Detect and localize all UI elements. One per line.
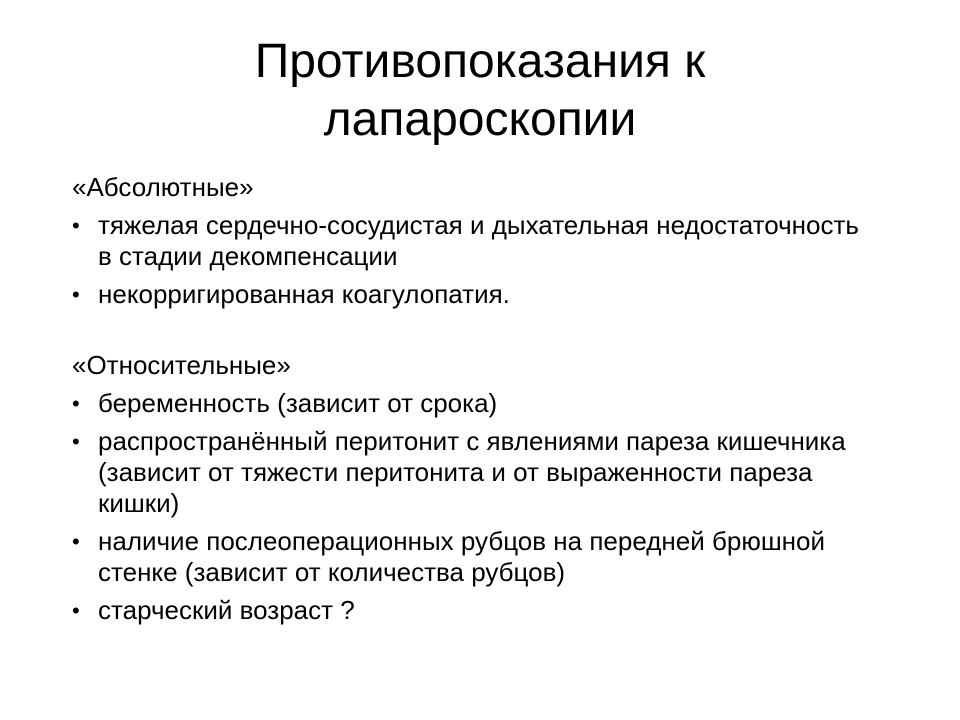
section-heading-relative: «Относительные» xyxy=(72,350,291,380)
bullet-icon: • xyxy=(72,391,80,416)
list-item xyxy=(72,595,872,626)
bullet-icon: • xyxy=(72,529,80,554)
bullet-icon: • xyxy=(72,429,80,454)
slide-title-line-1: Противопоказания к xyxy=(254,35,706,88)
slide-title-line-2: лапароскопии xyxy=(323,93,637,146)
bullet-icon: • xyxy=(72,282,80,307)
bullet-icon: • xyxy=(72,213,80,238)
list-item xyxy=(72,279,872,310)
list-item-text: наличие послеоперационных рубцов на передней брюшной стенке (зависит от количества рубцов) xyxy=(98,526,826,587)
list-item-text: старческий возраст ? xyxy=(98,595,355,625)
section-divider xyxy=(72,310,872,350)
list-item-text: распространённый перитонит с явлениями пареза кишечника (зависит от тяжести перитонита и от выраженности пареза кишки) xyxy=(98,426,846,518)
slide-content xyxy=(72,172,872,626)
list-item-text: беременность (зависит от срока) xyxy=(98,388,498,418)
list-item xyxy=(72,426,872,519)
list-item xyxy=(72,526,872,588)
absolute-list xyxy=(72,210,872,310)
relative-list xyxy=(72,388,872,626)
section-heading-absolute: «Абсолютные» xyxy=(72,172,254,202)
slide-title xyxy=(0,33,960,149)
list-item xyxy=(72,388,872,419)
list-item-text: тяжелая сердечно-сосудистая и дыхательная недостаточность в стадии декомпенсации xyxy=(98,210,859,271)
list-item-text: некорригированная коагулопатия. xyxy=(98,279,510,309)
bullet-icon: • xyxy=(72,598,80,623)
list-item xyxy=(72,210,872,272)
